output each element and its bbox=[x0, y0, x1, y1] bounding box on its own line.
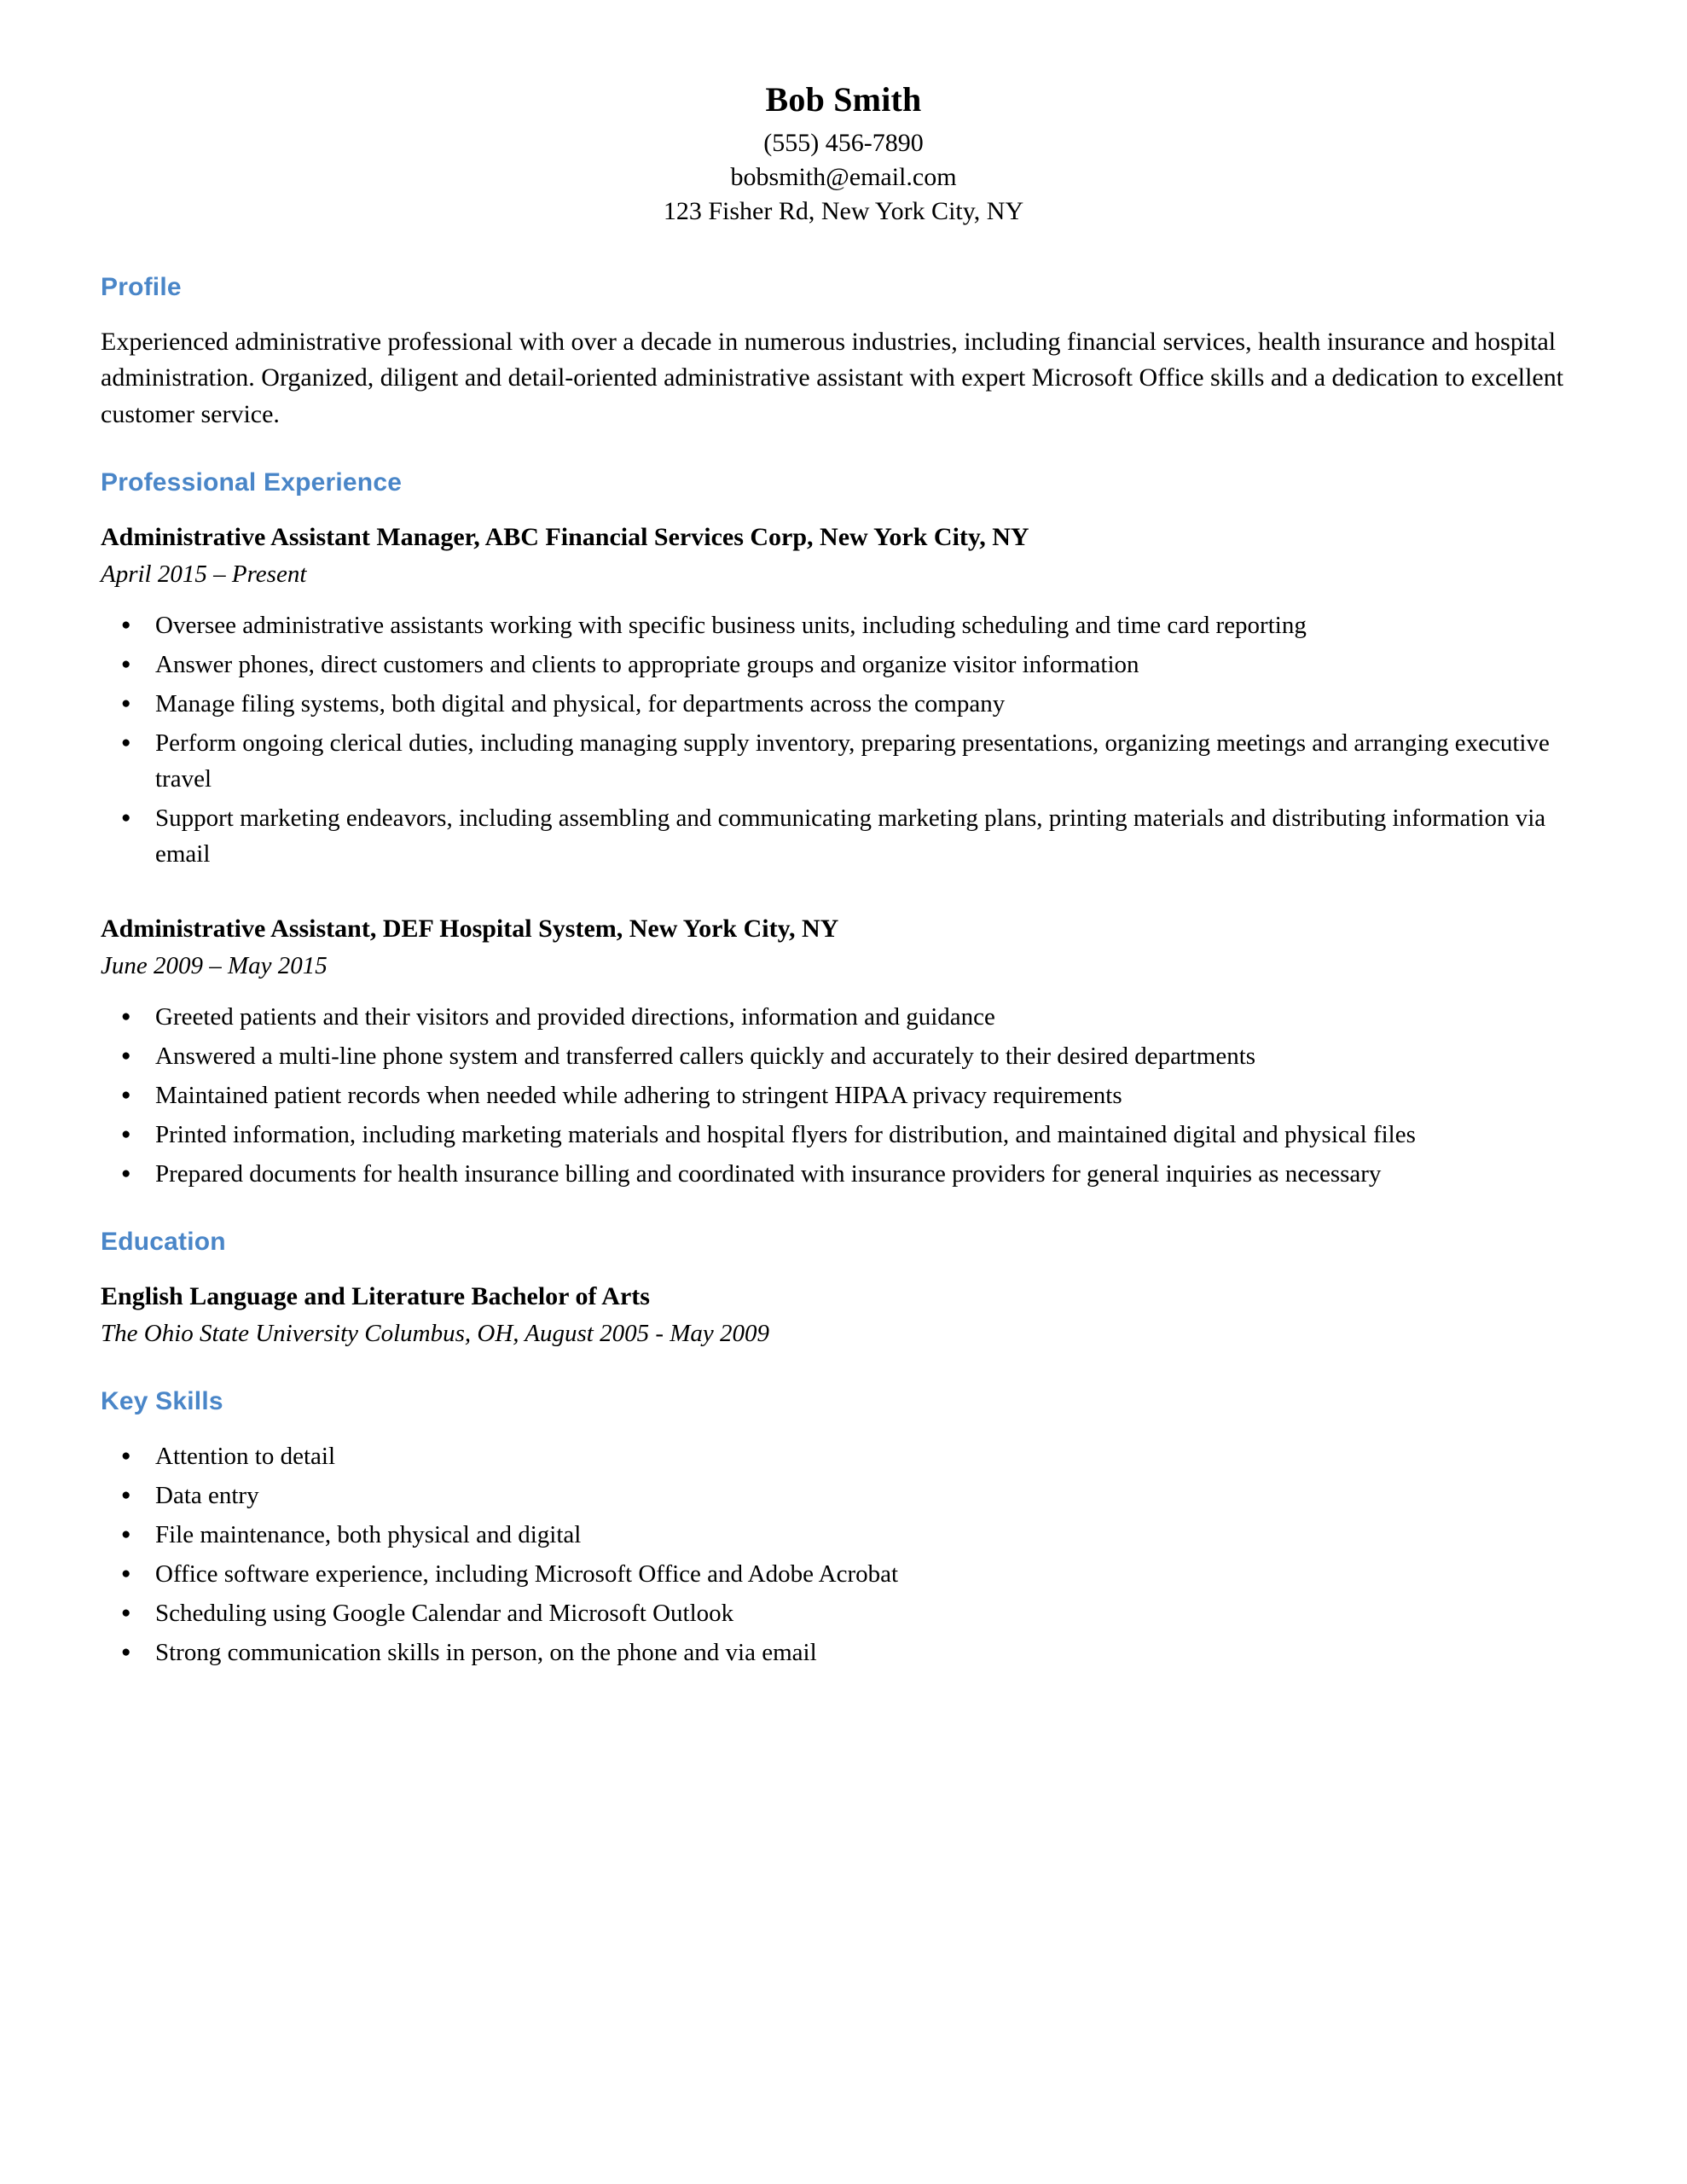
list-item: ● Prepared documents for health insurance billing and coordinated with insurance providers for general inquiries as necessary bbox=[101, 1156, 1586, 1192]
education-entry bbox=[101, 1279, 1586, 1351]
list-item: ● Answered a multi-line phone system and transferred callers quickly and accurately to their desired departments bbox=[101, 1038, 1586, 1074]
list-item: ● Answer phones, direct customers and clients to appropriate groups and organize visitor information bbox=[101, 647, 1586, 682]
list-item: ● Data entry bbox=[101, 1478, 1586, 1513]
section-title-education: Education bbox=[101, 1228, 226, 1257]
job-title: Administrative Assistant, DEF Hospital System, New York City, NY bbox=[101, 915, 839, 944]
candidate-phone: (555) 456-7890 bbox=[763, 129, 924, 157]
job-title: Administrative Assistant Manager, ABC Financial Services Corp, New York City, NY bbox=[101, 523, 1029, 552]
list-item: ● Scheduling using Google Calendar and Microsoft Outlook bbox=[101, 1595, 1586, 1631]
list-item: ● Printed information, including marketing materials and hospital flyers for distribution, and maintained digital and physical files bbox=[101, 1117, 1586, 1153]
resume-header bbox=[101, 78, 1586, 229]
job-responsibility-list bbox=[101, 607, 1586, 872]
list-item: ● Support marketing endeavors, including assembling and communicating marketing plans, printing materials and distributing information via email bbox=[101, 800, 1586, 872]
education-school: The Ohio State University Columbus, OH, August 2005 - May 2009 bbox=[101, 1320, 770, 1348]
experience-entry bbox=[101, 911, 1586, 1192]
job-dates: April 2015 – Present bbox=[101, 561, 307, 589]
list-item: ● Attention to detail bbox=[101, 1438, 1586, 1474]
job-responsibility-list bbox=[101, 999, 1586, 1192]
section-title-key-skills: Key Skills bbox=[101, 1386, 223, 1415]
list-item: ● File maintenance, both physical and digital bbox=[101, 1517, 1586, 1553]
list-item: ● Strong communication skills in person, on the phone and via email bbox=[101, 1635, 1586, 1670]
list-item: ● Oversee administrative assistants working with specific business units, including scheduling and time card reporting bbox=[101, 607, 1586, 643]
candidate-email: bobsmith@email.com bbox=[730, 162, 957, 191]
key-skills-list bbox=[101, 1438, 1586, 1670]
section-title-profile: Profile bbox=[101, 272, 182, 301]
candidate-address: 123 Fisher Rd, New York City, NY bbox=[663, 196, 1024, 225]
job-dates: June 2009 – May 2015 bbox=[101, 952, 328, 980]
list-item: ● Manage filing systems, both digital and physical, for departments across the company bbox=[101, 686, 1586, 722]
experience-entry bbox=[101, 520, 1586, 872]
section-title-experience: Professional Experience bbox=[101, 468, 403, 497]
list-item: ● Maintained patient records when needed while adhering to stringent HIPAA privacy requirements bbox=[101, 1077, 1586, 1113]
candidate-name: Bob Smith bbox=[765, 80, 922, 119]
education-degree: English Language and Literature Bachelor of Arts bbox=[101, 1282, 650, 1311]
list-item: ● Perform ongoing clerical duties, including managing supply inventory, preparing presentations, organizing meetings and arranging executive travel bbox=[101, 725, 1586, 797]
profile-summary-text: Experienced administrative professional with over a decade in numerous industries, including financial services, health insurance and hospital administration. Organized, diligent and detail-oriented administrative assistant with expert Microsoft Office skills and a dedication to excellent customer service. bbox=[101, 327, 1564, 428]
list-item: ● Greeted patients and their visitors and provided directions, information and guidance bbox=[101, 999, 1586, 1035]
list-item: ● Office software experience, including Microsoft Office and Adobe Acrobat bbox=[101, 1556, 1586, 1592]
